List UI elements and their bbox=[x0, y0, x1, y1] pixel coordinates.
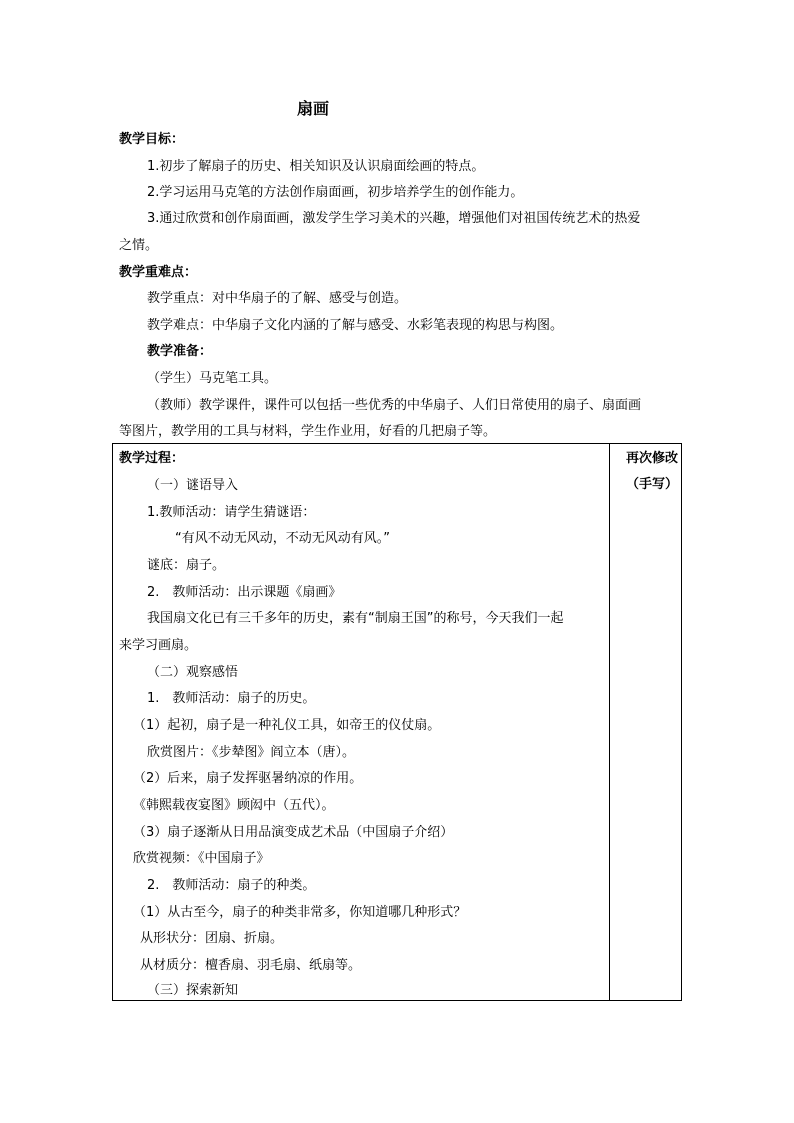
table-column-divider bbox=[609, 443, 610, 1001]
process-line: （2）后来，扇子发挥驱暑纳凉的作用。 bbox=[133, 771, 363, 786]
revision-column-label: 再次修改（手写） bbox=[625, 451, 678, 492]
process-line: （三）探索新知 bbox=[147, 983, 239, 998]
document-title: 扇画 bbox=[297, 99, 330, 118]
key-difficulty: 教学难点：中华扇子文化内涵的了解与感受、水彩笔表现的构思与构图。 bbox=[147, 318, 564, 333]
process-line: 从形状分：团扇、折扇。 bbox=[140, 931, 284, 946]
objective-item: 1.初步了解扇子的历史、相关知识及认识扇面绘画的特点。 bbox=[147, 159, 485, 174]
process-line: （一）谜语导入 bbox=[147, 478, 239, 493]
process-line: 欣赏图片：《步辇图》阎立本（唐）。 bbox=[147, 745, 356, 760]
process-line: 1.教师活动：请学生猜谜语： bbox=[147, 505, 316, 520]
preparation-teacher-cont: 等图片，教学用的工具与材料，学生作业用，好看的几把扇子等。 bbox=[119, 424, 497, 439]
process-line: 1. 教师活动：扇子的历史。 bbox=[147, 691, 316, 706]
process-line: （3）扇子逐渐从日用品演变成艺术品（中国扇子介绍） bbox=[133, 825, 454, 840]
process-line: 《韩熙载夜宴图》顾闳中（五代）。 bbox=[133, 798, 335, 813]
process-line: “有风不动无风动，不动无风动有风。” bbox=[175, 531, 390, 546]
process-line: 欣赏视频：《中国扇子》 bbox=[133, 851, 270, 866]
objectives-heading: 教学目标： bbox=[119, 132, 185, 147]
preparation-teacher: （教师）教学课件，课件可以包括一些优秀的中华扇子、人们日常使用的扇子、扇面画 bbox=[147, 398, 642, 413]
objective-item: 之情。 bbox=[119, 238, 159, 253]
process-line: 2. 教师活动：出示课题《扇画》 bbox=[147, 585, 342, 600]
key-points-heading: 教学重难点： bbox=[119, 265, 198, 280]
preparation-student: （学生）马克笔工具。 bbox=[147, 371, 278, 386]
objective-item: 3.通过欣赏和创作扇面画，激发学生学习美术的兴趣，增强他们对祖国传统艺术的热爱 bbox=[147, 211, 641, 226]
process-line: 来学习画扇。 bbox=[119, 638, 198, 653]
process-line: （1）从古至今，扇子的种类非常多，你知道哪几种形式？ bbox=[133, 905, 467, 920]
process-line: 我国扇文化已有三千多年的历史，素有“制扇王国”的称号，今天我们一起 bbox=[147, 611, 564, 626]
key-focus: 教学重点：对中华扇子的了解、感受与创造。 bbox=[147, 291, 408, 306]
process-line: 从材质分：檀香扇、羽毛扇、纸扇等。 bbox=[140, 958, 362, 973]
process-line: （二）观察感悟 bbox=[147, 665, 239, 680]
process-line: 2. 教师活动：扇子的种类。 bbox=[147, 878, 316, 893]
process-line: 谜底：扇子。 bbox=[147, 558, 226, 573]
process-line: （1）起初，扇子是一种礼仪工具，如帝王的仪仗扇。 bbox=[133, 718, 441, 733]
preparation-heading: 教学准备： bbox=[147, 344, 213, 359]
objective-item: 2.学习运用马克笔的方法创作扇面画，初步培养学生的创作能力。 bbox=[147, 185, 524, 200]
process-heading: 教学过程： bbox=[119, 451, 185, 466]
